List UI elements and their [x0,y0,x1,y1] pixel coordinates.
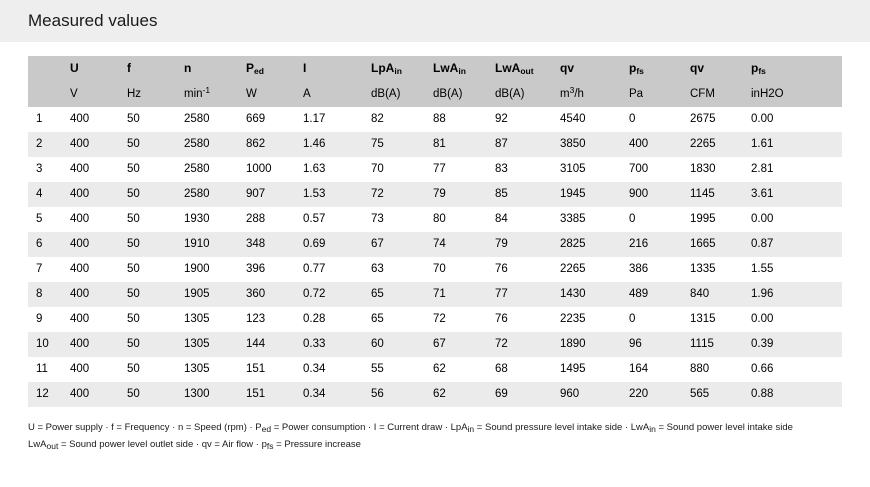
table-cell: 960 [552,382,621,407]
footnote-line-2: LwA$_{out}$ = Sound power level outlet side · qv = Air flow · $p_{fs}$ = Pressure increase [28,439,361,451]
column-header-index [28,56,62,82]
table-row [28,232,842,257]
table-cell: 84 [487,207,552,232]
table-cell: 70 [425,257,487,282]
table-cell: 63 [363,257,425,282]
table-cell: 50 [119,357,176,382]
table-cell: 840 [682,282,743,307]
table-cell: 0.00 [743,107,842,132]
footnotes [0,407,870,453]
unit-i: A [295,82,363,107]
table-cell: 151 [238,382,295,407]
unit-lpain: dB(A) [363,82,425,107]
table-cell: 400 [62,207,119,232]
table-cell: 77 [487,282,552,307]
table-row [28,207,842,232]
table-cell: 880 [682,357,743,382]
table-cell: 0.88 [743,382,842,407]
table-cell: 65 [363,307,425,332]
table-row [28,182,842,207]
table-cell: 400 [62,132,119,157]
table-cell: 400 [62,157,119,182]
table-cell: 400 [62,357,119,382]
table-cell: 85 [487,182,552,207]
table-cell: 81 [425,132,487,157]
column-header-lwain: LwA$_{in}$ [425,56,487,82]
table-cell: 400 [621,132,682,157]
table-cell: 1.61 [743,132,842,157]
table-cell: 50 [119,307,176,332]
table-cell: 1430 [552,282,621,307]
table-cell: 669 [238,107,295,132]
table-cell: 348 [238,232,295,257]
table-cell: 3385 [552,207,621,232]
table-container [0,42,870,407]
table-row [28,157,842,182]
table-cell: 400 [62,257,119,282]
table-cell: 56 [363,382,425,407]
column-header-qv-imperial: qv [682,56,743,82]
table-cell: 1.46 [295,132,363,157]
table-cell: 2265 [552,257,621,282]
table-cell: 4540 [552,107,621,132]
unit-n: $\min^{-1}$ [176,82,238,107]
table-cell: 0 [621,207,682,232]
table-cell: 50 [119,232,176,257]
table-cell: 2235 [552,307,621,332]
table-cell: 700 [621,157,682,182]
unit-qv-metric: $m^3/h$ [552,82,621,107]
table-cell: 3105 [552,157,621,182]
table-cell: 1495 [552,357,621,382]
table-cell: 386 [621,257,682,282]
table-row [28,382,842,407]
column-header-ped: $P_{ed}$ [238,56,295,82]
row-index: 7 [28,257,62,282]
table-cell: 0.69 [295,232,363,257]
unit-qv-imperial: CFM [682,82,743,107]
table-cell: 80 [425,207,487,232]
unit-ped: W [238,82,295,107]
table-cell: 1.96 [743,282,842,307]
measured-values-table [28,56,842,407]
table-cell: 75 [363,132,425,157]
table-cell: 0.87 [743,232,842,257]
unit-pfs-metric: Pa [621,82,682,107]
row-index: 8 [28,282,62,307]
table-cell: 1145 [682,182,743,207]
row-index: 5 [28,207,62,232]
table-cell: 50 [119,182,176,207]
column-header-pfs-imperial: $p_{fs}$ [743,56,842,82]
table-cell: 400 [62,332,119,357]
table-row [28,257,842,282]
row-index: 9 [28,307,62,332]
table-cell: 82 [363,107,425,132]
table-cell: 50 [119,132,176,157]
table-cell: 1300 [176,382,238,407]
table-cell: 69 [487,382,552,407]
table-cell: 1.55 [743,257,842,282]
table-cell: 1305 [176,357,238,382]
table-cell: 87 [487,132,552,157]
table-cell: 50 [119,157,176,182]
table-cell: 0 [621,307,682,332]
table-cell: 50 [119,282,176,307]
table-cell: 72 [425,307,487,332]
unit-lwain: dB(A) [425,82,487,107]
footnote-line-1: U = Power supply · f = Frequency · n = Speed $(rpm) \cdot P_{ed}$ = Power consumption · I = Current draw · LpA$_{in}$ = Sound pressure level intake side · LwA$_{in}$ = Sound power level intake side [28,422,793,434]
table-cell: 400 [62,182,119,207]
table-cell: 50 [119,207,176,232]
table-cell: 2825 [552,232,621,257]
table-cell: 216 [621,232,682,257]
column-header-lwaout: LwA$_{out}$ [487,56,552,82]
table-cell: 0.57 [295,207,363,232]
table-cell: 67 [363,232,425,257]
table-cell: 1305 [176,307,238,332]
column-header-n: n [176,56,238,82]
unit-lwaout: dB(A) [487,82,552,107]
table-cell: 1930 [176,207,238,232]
table-cell: 1890 [552,332,621,357]
table-cell: 288 [238,207,295,232]
table-cell: 67 [425,332,487,357]
table-cell: 565 [682,382,743,407]
column-header-u: U [62,56,119,82]
table-cell: 68 [487,357,552,382]
row-index: 12 [28,382,62,407]
table-cell: 83 [487,157,552,182]
table-cell: 0.34 [295,357,363,382]
table-cell: 0.72 [295,282,363,307]
table-cell: 76 [487,307,552,332]
table-row [28,132,842,157]
table-cell: 0.77 [295,257,363,282]
table-cell: 1.63 [295,157,363,182]
table-cell: 96 [621,332,682,357]
table-cell: 92 [487,107,552,132]
row-index: 2 [28,132,62,157]
table-cell: 76 [487,257,552,282]
table-cell: 2580 [176,157,238,182]
table-cell: 400 [62,307,119,332]
table-cell: 396 [238,257,295,282]
column-header-qv-metric: qv [552,56,621,82]
table-cell: 900 [621,182,682,207]
table-cell: 62 [425,382,487,407]
table-cell: 400 [62,107,119,132]
table-cell: 1905 [176,282,238,307]
table-cell: 1305 [176,332,238,357]
page-title: Measured values [28,11,158,30]
table-cell: 220 [621,382,682,407]
table-cell: 0.33 [295,332,363,357]
table-cell: 65 [363,282,425,307]
table-cell: 907 [238,182,295,207]
table-cell: 1335 [682,257,743,282]
table-cell: 2580 [176,132,238,157]
table-cell: 2580 [176,107,238,132]
page-header [0,0,870,42]
column-header-lpain: LpA$_{in}$ [363,56,425,82]
unit-u: V [62,82,119,107]
table-cell: 55 [363,357,425,382]
table-cell: 1995 [682,207,743,232]
table-cell: 400 [62,382,119,407]
table-cell: 0.00 [743,207,842,232]
table-cell: 1000 [238,157,295,182]
table-cell: 400 [62,282,119,307]
table-cell: 151 [238,357,295,382]
table-cell: 70 [363,157,425,182]
table-header-row-units [28,82,842,107]
table-row [28,332,842,357]
row-index: 3 [28,157,62,182]
table-cell: 164 [621,357,682,382]
table-cell: 0.66 [743,357,842,382]
table-cell: 2675 [682,107,743,132]
table-cell: 74 [425,232,487,257]
row-index: 6 [28,232,62,257]
table-cell: 79 [487,232,552,257]
table-cell: 71 [425,282,487,307]
table-cell: 1315 [682,307,743,332]
row-index: 10 [28,332,62,357]
table-cell: 77 [425,157,487,182]
row-index: 4 [28,182,62,207]
table-row [28,357,842,382]
table-cell: 0.34 [295,382,363,407]
table-row [28,107,842,132]
table-cell: 50 [119,257,176,282]
table-cell: 73 [363,207,425,232]
table-body [28,107,842,407]
table-row [28,307,842,332]
table-cell: 400 [62,232,119,257]
table-cell: 0.28 [295,307,363,332]
table-cell: 0 [621,107,682,132]
table-cell: 72 [487,332,552,357]
table-cell: 123 [238,307,295,332]
table-cell: 1910 [176,232,238,257]
table-cell: 79 [425,182,487,207]
table-cell: 2265 [682,132,743,157]
column-header-i: I [295,56,363,82]
table-cell: 144 [238,332,295,357]
table-cell: 0.39 [743,332,842,357]
table-cell: 1.53 [295,182,363,207]
table-cell: 3850 [552,132,621,157]
table-header-row-symbols [28,56,842,82]
column-header-pfs-metric: $p_{fs}$ [621,56,682,82]
table-cell: 1830 [682,157,743,182]
table-cell: 0.00 [743,307,842,332]
table-cell: 862 [238,132,295,157]
table-row [28,282,842,307]
row-index: 11 [28,357,62,382]
table-cell: 2580 [176,182,238,207]
unit-f: Hz [119,82,176,107]
table-cell: 489 [621,282,682,307]
row-index: 1 [28,107,62,132]
unit-index [28,82,62,107]
unit-pfs-imperial: inH2O [743,82,842,107]
table-cell: 1900 [176,257,238,282]
column-header-f: f [119,56,176,82]
table-cell: 1.17 [295,107,363,132]
table-cell: 2.81 [743,157,842,182]
table-cell: 1115 [682,332,743,357]
table-cell: 60 [363,332,425,357]
table-cell: 1665 [682,232,743,257]
table-cell: 88 [425,107,487,132]
table-cell: 50 [119,107,176,132]
table-cell: 72 [363,182,425,207]
table-cell: 360 [238,282,295,307]
table-cell: 50 [119,332,176,357]
table-cell: 3.61 [743,182,842,207]
table-cell: 1945 [552,182,621,207]
table-cell: 62 [425,357,487,382]
table-cell: 50 [119,382,176,407]
